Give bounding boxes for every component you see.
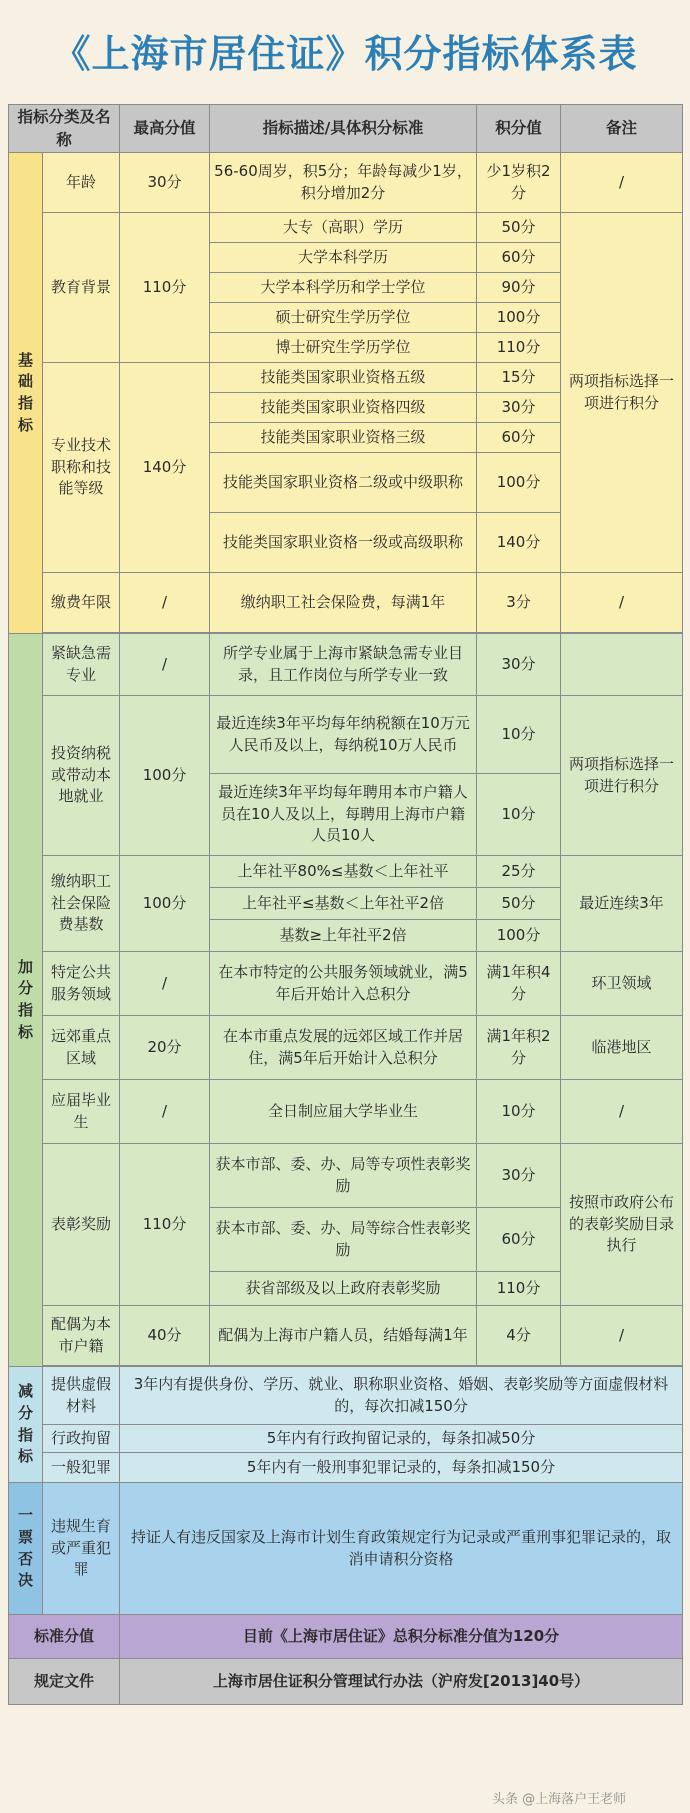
row-desc: 最近连续3年平均每年纳税额在10万元人民币及以上，每纳税10万人民币	[210, 696, 477, 774]
row-desc: 技能类国家职业资格一级或高级职称	[210, 513, 477, 573]
table-row	[9, 1367, 683, 1425]
row-score: 60分	[477, 243, 561, 273]
row-desc: 大学本科学历和学士学位	[210, 273, 477, 303]
row-score: 110分	[477, 333, 561, 363]
table-row	[9, 952, 683, 1016]
row-max: /	[120, 1080, 210, 1144]
row-desc: 在本市重点发展的远郊区域工作并居住，满5年后开始计入总积分	[210, 1016, 477, 1080]
row-name: 违规生育或严重犯罪	[43, 1483, 120, 1615]
table-header-row	[9, 105, 683, 153]
row-name: 投资纳税或带动本地就业	[43, 696, 120, 856]
row-score: 60分	[477, 423, 561, 453]
row-max: /	[120, 634, 210, 696]
row-desc: 获省部级及以上政府表彰奖励	[210, 1272, 477, 1306]
row-score: 90分	[477, 273, 561, 303]
row-desc: 持证人有违反国家及上海市计划生育政策规定行为记录或严重刑事犯罪记录的，取消申请积分资格	[120, 1483, 683, 1615]
row-score: 50分	[477, 888, 561, 920]
row-note: 临港地区	[561, 1016, 683, 1080]
row-score: 100分	[477, 453, 561, 513]
row-score: 少1岁积2分	[477, 153, 561, 213]
row-score: 60分	[477, 1208, 561, 1272]
row-score: 140分	[477, 513, 561, 573]
watermark: 头条 @上海落户王老师	[492, 1792, 627, 1807]
table-row	[9, 573, 683, 633]
row-score: 10分	[477, 774, 561, 856]
row-score: 30分	[477, 393, 561, 423]
table-row	[9, 1016, 683, 1080]
row-desc: 上年社平80%≤基数＜上年社平	[210, 856, 477, 888]
row-score: 3分	[477, 573, 561, 633]
table-row	[9, 1615, 683, 1659]
row-desc: 技能类国家职业资格二级或中级职称	[210, 453, 477, 513]
row-note: 两项指标选择一项进行积分	[561, 696, 683, 856]
row-desc: 在本市特定的公共服务领域就业，满5年后开始计入总积分	[210, 952, 477, 1016]
row-desc: 3年内有提供身份、学历、就业、职称职业资格、婚姻、表彰奖励等方面虚假材料的，每次扣减150分	[120, 1367, 683, 1425]
row-name: 紧缺急需专业	[43, 634, 120, 696]
row-note: 两项指标选择一项进行积分	[561, 213, 683, 573]
row-desc: 5年内有行政拘留记录的，每条扣减50分	[120, 1425, 683, 1453]
row-note: /	[561, 153, 683, 213]
row-desc: 缴纳职工社会保险费，每满1年	[210, 573, 477, 633]
row-max: 20分	[120, 1016, 210, 1080]
row-desc: 5年内有一般刑事犯罪记录的，每条扣减150分	[120, 1453, 683, 1483]
row-score: 10分	[477, 696, 561, 774]
row-score: 110分	[477, 1272, 561, 1306]
header-max: 最高分值	[120, 105, 210, 153]
row-max: 100分	[120, 696, 210, 856]
category-bonus: 加分指标	[9, 634, 43, 1367]
row-score: 30分	[477, 634, 561, 696]
row-max: 30分	[120, 153, 210, 213]
row-desc: 配偶为上海市户籍人员，结婚每满1年	[210, 1306, 477, 1366]
table-row	[9, 1483, 683, 1615]
row-name: 教育背景	[43, 213, 120, 363]
row-name: 缴费年限	[43, 573, 120, 633]
document-label: 规定文件	[9, 1659, 120, 1705]
row-score: 100分	[477, 303, 561, 333]
row-max: 110分	[120, 1144, 210, 1306]
row-note: 最近连续3年	[561, 856, 683, 952]
row-max: 110分	[120, 213, 210, 363]
table-row	[9, 1080, 683, 1144]
row-note: 按照市政府公布的表彰奖励目录执行	[561, 1144, 683, 1306]
page-title: 《上海市居住证》积分指标体系表	[52, 31, 638, 76]
row-name: 配偶为本市户籍	[43, 1306, 120, 1366]
row-name: 特定公共服务领域	[43, 952, 120, 1016]
row-desc: 技能类国家职业资格三级	[210, 423, 477, 453]
row-score: 50分	[477, 213, 561, 243]
row-score: 30分	[477, 1144, 561, 1208]
table-row	[9, 696, 683, 774]
row-name: 缴纳职工社会保险费基数	[43, 856, 120, 952]
row-note: /	[561, 573, 683, 633]
row-max: 40分	[120, 1306, 210, 1366]
row-name: 远郊重点区域	[43, 1016, 120, 1080]
row-desc: 硕士研究生学历学位	[210, 303, 477, 333]
standard-desc: 目前《上海市居住证》总积分标准分值为120分	[120, 1615, 683, 1659]
table-row	[9, 1453, 683, 1483]
row-desc: 技能类国家职业资格五级	[210, 363, 477, 393]
row-desc: 大专（高职）学历	[210, 213, 477, 243]
row-score: 100分	[477, 920, 561, 952]
row-max: /	[120, 952, 210, 1016]
category-basic: 基础指标	[9, 153, 43, 634]
row-desc: 大学本科学历	[210, 243, 477, 273]
row-score: 15分	[477, 363, 561, 393]
row-desc: 全日制应届大学毕业生	[210, 1080, 477, 1144]
header-category: 指标分类及名称	[9, 105, 120, 153]
row-score: 10分	[477, 1080, 561, 1144]
row-desc: 所学专业属于上海市紧缺急需专业目录，且工作岗位与所学专业一致	[210, 634, 477, 696]
row-name: 一般犯罪	[43, 1453, 120, 1483]
row-max: 140分	[120, 363, 210, 573]
row-score: 25分	[477, 856, 561, 888]
table-row	[9, 634, 683, 696]
row-score: 4分	[477, 1306, 561, 1366]
row-name: 年龄	[43, 153, 120, 213]
table-row	[9, 1306, 683, 1366]
row-desc: 博士研究生学历学位	[210, 333, 477, 363]
category-veto: 一票否决	[9, 1483, 43, 1615]
header-desc: 指标描述/具体积分标准	[210, 105, 477, 153]
table-row	[9, 856, 683, 888]
row-desc: 上年社平≤基数＜上年社平2倍	[210, 888, 477, 920]
standard-label: 标准分值	[9, 1615, 120, 1659]
row-name: 提供虚假材料	[43, 1367, 120, 1425]
row-note: 环卫领域	[561, 952, 683, 1016]
category-deduct: 减分指标	[9, 1367, 43, 1483]
document-desc: 上海市居住证积分管理试行办法（沪府发[2013]40号）	[120, 1659, 683, 1705]
table-row	[9, 213, 683, 243]
row-note	[561, 634, 683, 696]
table-row	[9, 153, 683, 213]
row-note: /	[561, 1080, 683, 1144]
points-table	[8, 104, 683, 1705]
row-score: 满1年积2分	[477, 1016, 561, 1080]
row-note: /	[561, 1306, 683, 1366]
row-score: 满1年积4分	[477, 952, 561, 1016]
row-max: 100分	[120, 856, 210, 952]
header-note: 备注	[561, 105, 683, 153]
row-name: 应届毕业生	[43, 1080, 120, 1144]
table-row	[9, 1144, 683, 1208]
row-desc: 技能类国家职业资格四级	[210, 393, 477, 423]
table-row	[9, 1659, 683, 1705]
row-max: /	[120, 573, 210, 633]
row-desc: 56-60周岁，积5分；年龄每减少1岁，积分增加2分	[210, 153, 477, 213]
row-name: 专业技术职称和技能等级	[43, 363, 120, 573]
row-name: 行政拘留	[43, 1425, 120, 1453]
row-desc: 获本市部、委、办、局等专项性表彰奖励	[210, 1144, 477, 1208]
row-desc: 基数≥上年社平2倍	[210, 920, 477, 952]
table-row	[9, 1425, 683, 1453]
row-desc: 最近连续3年平均每年聘用本市户籍人员在10人及以上，每聘用上海市户籍人员10人	[210, 774, 477, 856]
header-score: 积分值	[477, 105, 561, 153]
row-name: 表彰奖励	[43, 1144, 120, 1306]
row-desc: 获本市部、委、办、局等综合性表彰奖励	[210, 1208, 477, 1272]
